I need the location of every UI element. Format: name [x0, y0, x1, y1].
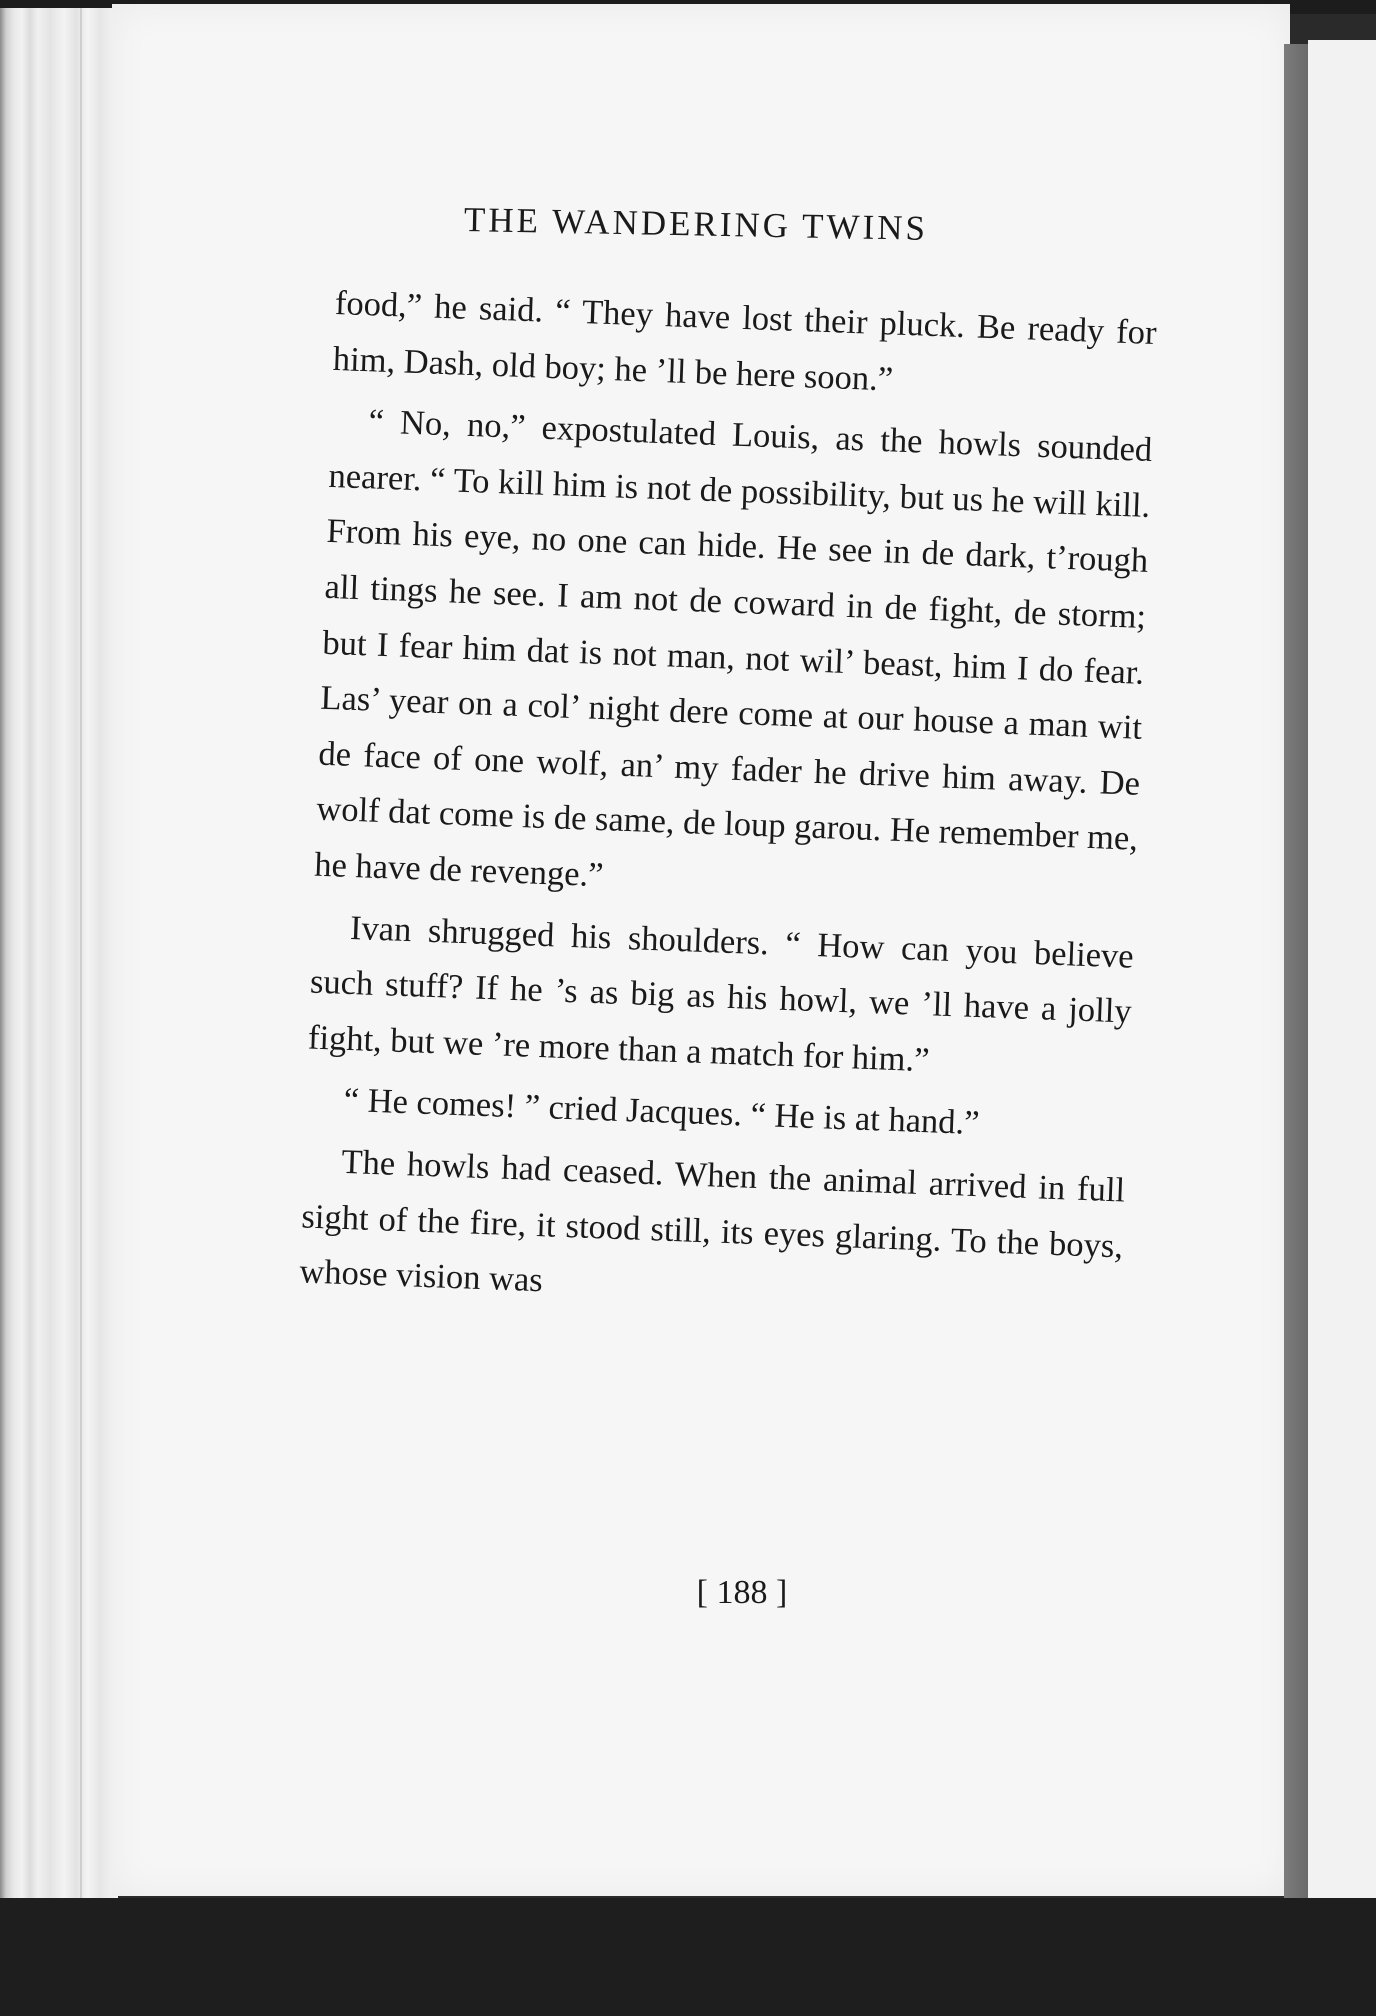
- paragraph: food,” he said. “ They have lost their pluck. Be ready for him, Dash, old boy; he ’ll be here soon.”: [332, 283, 1158, 399]
- stacked-page-edges: [0, 8, 118, 1898]
- adjacent-page-edge: [1308, 40, 1376, 1902]
- page-number: [ 188 ]: [696, 1574, 788, 1611]
- body-text: [298, 276, 1157, 1336]
- paragraph: The howls had ceased. When the animal arrived in full sight of the fire, it stood still, its eyes glaring. To the boys, whose vision was: [298, 1142, 1126, 1300]
- page-gutter-shadow: [1284, 44, 1308, 1900]
- paragraph: “ No, no,” expostulated Louis, as the howls sounded nearer. “ To kill him is not de possibility, but us he will kill. From his eye, no one can hide. He see in de dark, t’rough all tings he see. I am not de coward in de fight, de storm; but I fear him dat is not man, not wil’ beast, him I do fear. Las’ year on a col’ night dere come at our house a man wit de face of one wolf, an’ my fader he drive him away. De wolf dat come is de same, de loup garou. He remember me, he have de revenge.”: [313, 402, 1153, 895]
- running-head: THE WANDERING TWINS: [463, 200, 929, 248]
- paragraph: “ He comes! ” cried Jacques. “ He is at hand.”: [343, 1081, 981, 1143]
- scan-bottom-border: [0, 1898, 1376, 2016]
- paragraph: Ivan shrugged his shoulders. “ How can you believe such stuff? If he ’s as big as his howl, we ’ll have a jolly fight, but we ’re more than a match for him.”: [307, 908, 1135, 1079]
